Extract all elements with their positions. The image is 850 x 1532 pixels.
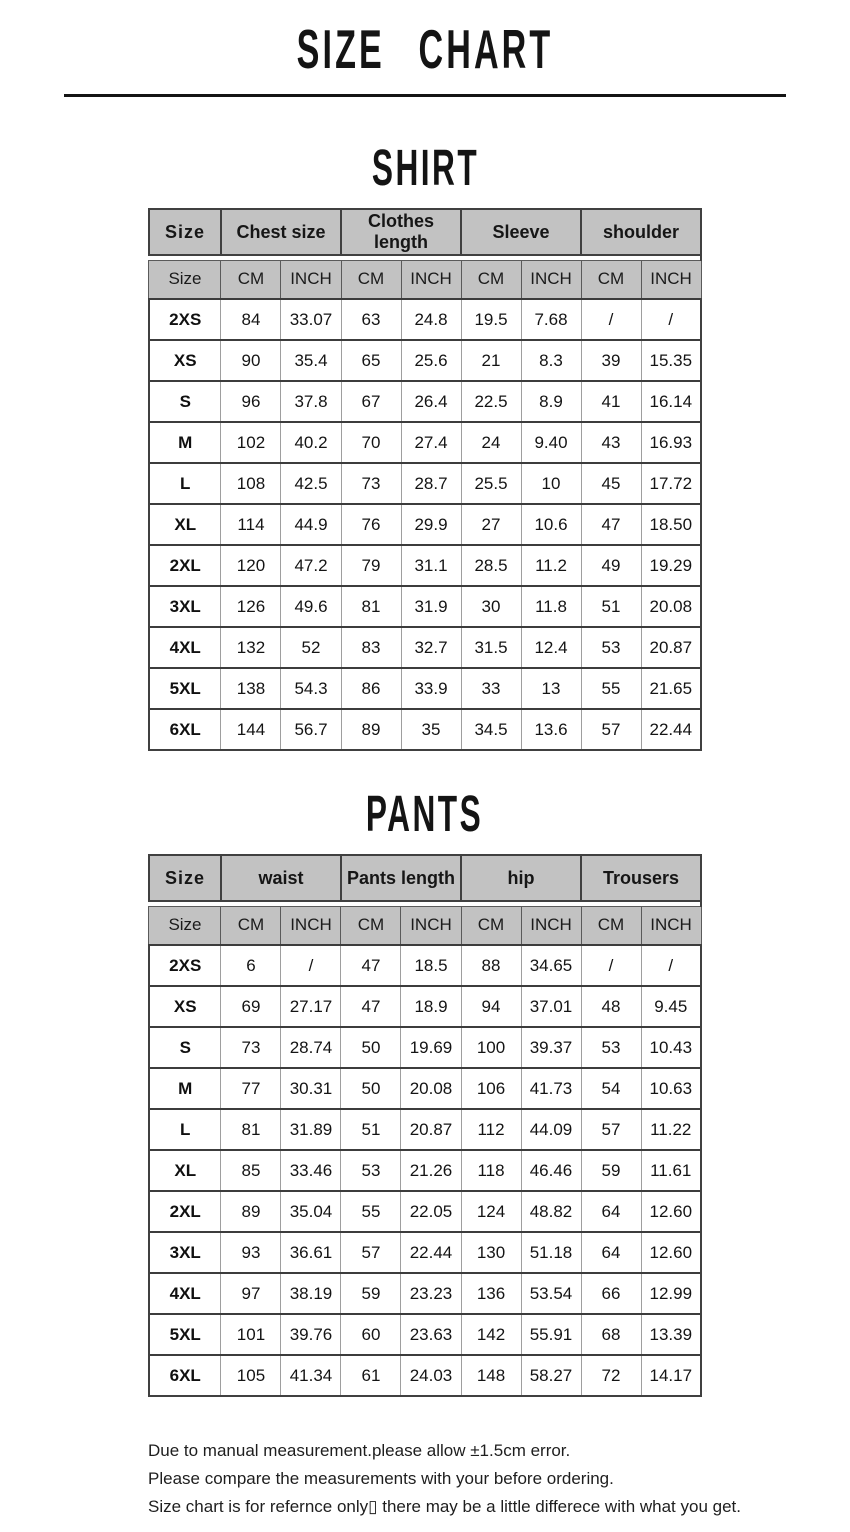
table-row bbox=[149, 1273, 701, 1314]
size-label-cell: L bbox=[149, 463, 221, 504]
measurement-cell: 66 bbox=[581, 1273, 641, 1314]
subheader-cell: Size bbox=[149, 260, 221, 299]
measurement-cell: 73 bbox=[221, 1027, 281, 1068]
table-row bbox=[149, 709, 701, 750]
measurement-cell: 63 bbox=[341, 299, 401, 340]
measurement-cell: 18.9 bbox=[401, 986, 461, 1027]
measurement-cell: 73 bbox=[341, 463, 401, 504]
measurement-cell: 20.08 bbox=[641, 586, 701, 627]
measurement-cell: / bbox=[641, 945, 701, 986]
table-group-header-row bbox=[149, 855, 701, 901]
measurement-cell: 44.09 bbox=[521, 1109, 581, 1150]
measurement-cell: 22.5 bbox=[461, 381, 521, 422]
measurement-cell: 33.46 bbox=[281, 1150, 341, 1191]
shirt-section-title-wrap bbox=[0, 97, 850, 196]
subheader-cell: CM bbox=[341, 906, 401, 945]
measurement-cell: 35 bbox=[401, 709, 461, 750]
measurement-cell: 81 bbox=[221, 1109, 281, 1150]
measurement-cell: 60 bbox=[341, 1314, 401, 1355]
measurement-cell: 10.63 bbox=[641, 1068, 701, 1109]
table-row bbox=[149, 1068, 701, 1109]
measurement-cell: 53 bbox=[581, 627, 641, 668]
pants-section-title: PANTS bbox=[366, 785, 484, 842]
measurement-cell: 39.37 bbox=[521, 1027, 581, 1068]
table-row bbox=[149, 422, 701, 463]
measurement-cell: 11.8 bbox=[521, 586, 581, 627]
table-row bbox=[149, 504, 701, 545]
measurement-cell: 21 bbox=[461, 340, 521, 381]
measurement-cell: 52 bbox=[281, 627, 341, 668]
size-label-cell: 4XL bbox=[149, 1273, 221, 1314]
subheader-cell: INCH bbox=[521, 906, 581, 945]
measurement-cell: 126 bbox=[221, 586, 281, 627]
table-row bbox=[149, 986, 701, 1027]
group-header-cell: Chest size bbox=[221, 209, 341, 255]
size-label-cell: 5XL bbox=[149, 668, 221, 709]
pants-section-title-wrap bbox=[0, 751, 850, 842]
measurement-cell: 51 bbox=[581, 586, 641, 627]
table-row bbox=[149, 463, 701, 504]
measurement-cell: 84 bbox=[221, 299, 281, 340]
measurement-cell: 100 bbox=[461, 1027, 521, 1068]
measurement-cell: 44.9 bbox=[281, 504, 341, 545]
table-row bbox=[149, 1109, 701, 1150]
group-header-cell: waist bbox=[221, 855, 341, 901]
group-header-cell: Pants length bbox=[341, 855, 461, 901]
measurement-cell: 47 bbox=[341, 986, 401, 1027]
measurement-cell: 69 bbox=[221, 986, 281, 1027]
measurement-cell: 59 bbox=[581, 1150, 641, 1191]
table-row bbox=[149, 1191, 701, 1232]
size-label-cell: 5XL bbox=[149, 1314, 221, 1355]
measurement-cell: 12.60 bbox=[641, 1191, 701, 1232]
measurement-cell: 59 bbox=[341, 1273, 401, 1314]
measurement-cell: 124 bbox=[461, 1191, 521, 1232]
size-label-cell: 2XL bbox=[149, 1191, 221, 1232]
measurement-cell: 85 bbox=[221, 1150, 281, 1191]
measurement-cell: 34.65 bbox=[521, 945, 581, 986]
measurement-cell: 15.35 bbox=[641, 340, 701, 381]
measurement-cell: 9.40 bbox=[521, 422, 581, 463]
measurement-cell: 79 bbox=[341, 545, 401, 586]
measurement-cell: 49 bbox=[581, 545, 641, 586]
size-label-cell: 4XL bbox=[149, 627, 221, 668]
measurement-cell: 31.9 bbox=[401, 586, 461, 627]
size-label-cell: L bbox=[149, 1109, 221, 1150]
measurement-cell: 47.2 bbox=[281, 545, 341, 586]
subheader-cell: INCH bbox=[401, 260, 461, 299]
measurement-cell: 90 bbox=[221, 340, 281, 381]
measurement-cell: 30.31 bbox=[281, 1068, 341, 1109]
size-label-cell: XL bbox=[149, 504, 221, 545]
measurement-cell: 39.76 bbox=[281, 1314, 341, 1355]
subheader-cell: CM bbox=[581, 906, 641, 945]
size-label-cell: XS bbox=[149, 986, 221, 1027]
measurement-cell: 101 bbox=[221, 1314, 281, 1355]
measurement-cell: 32.7 bbox=[401, 627, 461, 668]
subheader-cell: CM bbox=[221, 906, 281, 945]
size-label-cell: 3XL bbox=[149, 586, 221, 627]
measurement-cell: 48 bbox=[581, 986, 641, 1027]
subheader-cell: Size bbox=[149, 906, 221, 945]
measurement-cell: 22.44 bbox=[641, 709, 701, 750]
measurement-cell: 35.04 bbox=[281, 1191, 341, 1232]
measurement-cell: / bbox=[581, 945, 641, 986]
measurement-cell: 58.27 bbox=[521, 1355, 581, 1396]
measurement-cell: 41 bbox=[581, 381, 641, 422]
measurement-cell: 54.3 bbox=[281, 668, 341, 709]
measurement-cell: 10.43 bbox=[641, 1027, 701, 1068]
measurement-cell: / bbox=[281, 945, 341, 986]
measurement-cell: 18.50 bbox=[641, 504, 701, 545]
measurement-cell: 51.18 bbox=[521, 1232, 581, 1273]
measurement-cell: 13.6 bbox=[521, 709, 581, 750]
measurement-cell: 96 bbox=[221, 381, 281, 422]
measurement-cell: 93 bbox=[221, 1232, 281, 1273]
measurement-cell: 120 bbox=[221, 545, 281, 586]
measurement-cell: 7.68 bbox=[521, 299, 581, 340]
measurement-cell: 89 bbox=[221, 1191, 281, 1232]
measurement-cell: 27.17 bbox=[281, 986, 341, 1027]
measurement-cell: 102 bbox=[221, 422, 281, 463]
subheader-cell: CM bbox=[461, 906, 521, 945]
measurement-cell: 64 bbox=[581, 1232, 641, 1273]
size-label-cell: 6XL bbox=[149, 709, 221, 750]
measurement-cell: 76 bbox=[341, 504, 401, 545]
table-row bbox=[149, 299, 701, 340]
measurement-cell: 34.5 bbox=[461, 709, 521, 750]
measurement-cell: / bbox=[641, 299, 701, 340]
measurement-cell: 72 bbox=[581, 1355, 641, 1396]
size-label-cell: 6XL bbox=[149, 1355, 221, 1396]
measurement-cell: 106 bbox=[461, 1068, 521, 1109]
measurement-cell: 45 bbox=[581, 463, 641, 504]
measurement-cell: 22.44 bbox=[401, 1232, 461, 1273]
measurement-cell: 130 bbox=[461, 1232, 521, 1273]
measurement-cell: 11.2 bbox=[521, 545, 581, 586]
measurement-cell: 83 bbox=[341, 627, 401, 668]
measurement-cell: 31.1 bbox=[401, 545, 461, 586]
measurement-cell: 86 bbox=[341, 668, 401, 709]
measurement-cell: 33.9 bbox=[401, 668, 461, 709]
measurement-cell: 53 bbox=[341, 1150, 401, 1191]
table-row bbox=[149, 1314, 701, 1355]
table-row bbox=[149, 627, 701, 668]
measurement-cell: 88 bbox=[461, 945, 521, 986]
measurement-cell: 49.6 bbox=[281, 586, 341, 627]
measurement-cell: 33.07 bbox=[281, 299, 341, 340]
group-header-cell: Trousers bbox=[581, 855, 701, 901]
subheader-cell: INCH bbox=[281, 906, 341, 945]
measurement-cell: 23.63 bbox=[401, 1314, 461, 1355]
measurement-cell: 17.72 bbox=[641, 463, 701, 504]
measurement-cell: 25.6 bbox=[401, 340, 461, 381]
measurement-cell: 8.3 bbox=[521, 340, 581, 381]
group-header-cell: Clothes length bbox=[341, 209, 461, 255]
measurement-cell: 114 bbox=[221, 504, 281, 545]
measurement-cell: 12.99 bbox=[641, 1273, 701, 1314]
measurement-cell: 56.7 bbox=[281, 709, 341, 750]
measurement-cell: 57 bbox=[341, 1232, 401, 1273]
subheader-cell: CM bbox=[341, 260, 401, 299]
measurement-cell: 46.46 bbox=[521, 1150, 581, 1191]
measurement-cell: 33 bbox=[461, 668, 521, 709]
subheader-cell: INCH bbox=[281, 260, 341, 299]
measurement-cell: 65 bbox=[341, 340, 401, 381]
measurement-cell: 37.01 bbox=[521, 986, 581, 1027]
table-group-header-row bbox=[149, 209, 701, 255]
measurement-cell: 28.74 bbox=[281, 1027, 341, 1068]
measurement-cell: 18.5 bbox=[401, 945, 461, 986]
table-subheader-row bbox=[149, 906, 701, 945]
subheader-cell: CM bbox=[221, 260, 281, 299]
measurement-cell: 16.14 bbox=[641, 381, 701, 422]
subheader-cell: CM bbox=[581, 260, 641, 299]
size-label-cell: XS bbox=[149, 340, 221, 381]
measurement-cell: 9.45 bbox=[641, 986, 701, 1027]
footer-note-line: Size chart is for refernce only▯ there may be a little differece with what you get. bbox=[148, 1497, 741, 1516]
measurement-cell: 136 bbox=[461, 1273, 521, 1314]
group-header-cell: Sleeve bbox=[461, 209, 581, 255]
measurement-cell: 64 bbox=[581, 1191, 641, 1232]
size-label-cell: 2XS bbox=[149, 945, 221, 986]
measurement-cell: 26.4 bbox=[401, 381, 461, 422]
measurement-cell: 118 bbox=[461, 1150, 521, 1191]
measurement-cell: 11.61 bbox=[641, 1150, 701, 1191]
measurement-cell: 19.5 bbox=[461, 299, 521, 340]
measurement-cell: 13 bbox=[521, 668, 581, 709]
measurement-cell: 108 bbox=[221, 463, 281, 504]
measurement-cell: 148 bbox=[461, 1355, 521, 1396]
measurement-cell: 97 bbox=[221, 1273, 281, 1314]
measurement-cell: 42.5 bbox=[281, 463, 341, 504]
measurement-cell: 10.6 bbox=[521, 504, 581, 545]
measurement-cell: 105 bbox=[221, 1355, 281, 1396]
measurement-cell: 47 bbox=[581, 504, 641, 545]
size-label-cell: 2XL bbox=[149, 545, 221, 586]
measurement-cell: 50 bbox=[341, 1068, 401, 1109]
table-row bbox=[149, 1355, 701, 1396]
measurement-cell: 29.9 bbox=[401, 504, 461, 545]
size-label-cell: 2XS bbox=[149, 299, 221, 340]
size-label-cell: S bbox=[149, 381, 221, 422]
group-header-cell: hip bbox=[461, 855, 581, 901]
measurement-cell: 24.03 bbox=[401, 1355, 461, 1396]
measurement-cell: 10 bbox=[521, 463, 581, 504]
measurement-cell: 53 bbox=[581, 1027, 641, 1068]
measurement-cell: 61 bbox=[341, 1355, 401, 1396]
measurement-cell: 94 bbox=[461, 986, 521, 1027]
measurement-cell: 25.5 bbox=[461, 463, 521, 504]
measurement-cell: 20.87 bbox=[641, 627, 701, 668]
measurement-cell: 40.2 bbox=[281, 422, 341, 463]
measurement-cell: 55.91 bbox=[521, 1314, 581, 1355]
measurement-cell: 89 bbox=[341, 709, 401, 750]
measurement-cell: 6 bbox=[221, 945, 281, 986]
measurement-cell: 54 bbox=[581, 1068, 641, 1109]
measurement-cell: 37.8 bbox=[281, 381, 341, 422]
measurement-cell: 41.73 bbox=[521, 1068, 581, 1109]
measurement-cell: 21.65 bbox=[641, 668, 701, 709]
footer-notes bbox=[148, 1437, 850, 1521]
measurement-cell: 39 bbox=[581, 340, 641, 381]
subheader-cell: INCH bbox=[641, 906, 701, 945]
table-row bbox=[149, 545, 701, 586]
measurement-cell: 68 bbox=[581, 1314, 641, 1355]
measurement-cell: 144 bbox=[221, 709, 281, 750]
group-header-cell: shoulder bbox=[581, 209, 701, 255]
shirt-section-title: SHIRT bbox=[371, 139, 479, 196]
measurement-cell: 50 bbox=[341, 1027, 401, 1068]
size-label-cell: M bbox=[149, 1068, 221, 1109]
measurement-cell: 27 bbox=[461, 504, 521, 545]
measurement-cell: 24.8 bbox=[401, 299, 461, 340]
measurement-cell: 51 bbox=[341, 1109, 401, 1150]
size-label-cell: M bbox=[149, 422, 221, 463]
measurement-cell: 27.4 bbox=[401, 422, 461, 463]
measurement-cell: / bbox=[581, 299, 641, 340]
measurement-cell: 41.34 bbox=[281, 1355, 341, 1396]
measurement-cell: 30 bbox=[461, 586, 521, 627]
measurement-cell: 57 bbox=[581, 1109, 641, 1150]
table-row bbox=[149, 381, 701, 422]
measurement-cell: 47 bbox=[341, 945, 401, 986]
table-row bbox=[149, 945, 701, 986]
measurement-cell: 19.69 bbox=[401, 1027, 461, 1068]
size-label-cell: S bbox=[149, 1027, 221, 1068]
page-title: SIZE CHART bbox=[296, 18, 554, 80]
page-title-wrap bbox=[0, 0, 850, 80]
measurement-cell: 11.22 bbox=[641, 1109, 701, 1150]
table-row bbox=[149, 1232, 701, 1273]
measurement-cell: 81 bbox=[341, 586, 401, 627]
subheader-cell: INCH bbox=[641, 260, 701, 299]
measurement-cell: 70 bbox=[341, 422, 401, 463]
pants-size-table bbox=[148, 854, 702, 1397]
measurement-cell: 16.93 bbox=[641, 422, 701, 463]
measurement-cell: 55 bbox=[341, 1191, 401, 1232]
measurement-cell: 77 bbox=[221, 1068, 281, 1109]
measurement-cell: 38.19 bbox=[281, 1273, 341, 1314]
measurement-cell: 19.29 bbox=[641, 545, 701, 586]
measurement-cell: 48.82 bbox=[521, 1191, 581, 1232]
group-header-cell: Size bbox=[149, 855, 221, 901]
table-row bbox=[149, 340, 701, 381]
group-header-cell: Size bbox=[149, 209, 221, 255]
table-row bbox=[149, 668, 701, 709]
measurement-cell: 36.61 bbox=[281, 1232, 341, 1273]
size-label-cell: 3XL bbox=[149, 1232, 221, 1273]
size-label-cell: XL bbox=[149, 1150, 221, 1191]
shirt-size-table bbox=[148, 208, 702, 751]
measurement-cell: 23.23 bbox=[401, 1273, 461, 1314]
measurement-cell: 13.39 bbox=[641, 1314, 701, 1355]
measurement-cell: 138 bbox=[221, 668, 281, 709]
measurement-cell: 142 bbox=[461, 1314, 521, 1355]
table-row bbox=[149, 1027, 701, 1068]
footer-note-line: Please compare the measurements with your before ordering. bbox=[148, 1469, 614, 1488]
measurement-cell: 12.60 bbox=[641, 1232, 701, 1273]
measurement-cell: 31.5 bbox=[461, 627, 521, 668]
measurement-cell: 53.54 bbox=[521, 1273, 581, 1314]
table-row bbox=[149, 1150, 701, 1191]
measurement-cell: 20.87 bbox=[401, 1109, 461, 1150]
measurement-cell: 14.17 bbox=[641, 1355, 701, 1396]
subheader-cell: INCH bbox=[521, 260, 581, 299]
measurement-cell: 31.89 bbox=[281, 1109, 341, 1150]
subheader-cell: INCH bbox=[401, 906, 461, 945]
measurement-cell: 35.4 bbox=[281, 340, 341, 381]
measurement-cell: 43 bbox=[581, 422, 641, 463]
table-row bbox=[149, 586, 701, 627]
footer-note-line: Due to manual measurement.please allow ±1.5cm error. bbox=[148, 1441, 571, 1460]
measurement-cell: 28.5 bbox=[461, 545, 521, 586]
measurement-cell: 132 bbox=[221, 627, 281, 668]
measurement-cell: 55 bbox=[581, 668, 641, 709]
measurement-cell: 67 bbox=[341, 381, 401, 422]
measurement-cell: 22.05 bbox=[401, 1191, 461, 1232]
measurement-cell: 24 bbox=[461, 422, 521, 463]
measurement-cell: 112 bbox=[461, 1109, 521, 1150]
measurement-cell: 28.7 bbox=[401, 463, 461, 504]
measurement-cell: 12.4 bbox=[521, 627, 581, 668]
measurement-cell: 8.9 bbox=[521, 381, 581, 422]
table-subheader-row bbox=[149, 260, 701, 299]
measurement-cell: 21.26 bbox=[401, 1150, 461, 1191]
measurement-cell: 57 bbox=[581, 709, 641, 750]
measurement-cell: 20.08 bbox=[401, 1068, 461, 1109]
subheader-cell: CM bbox=[461, 260, 521, 299]
